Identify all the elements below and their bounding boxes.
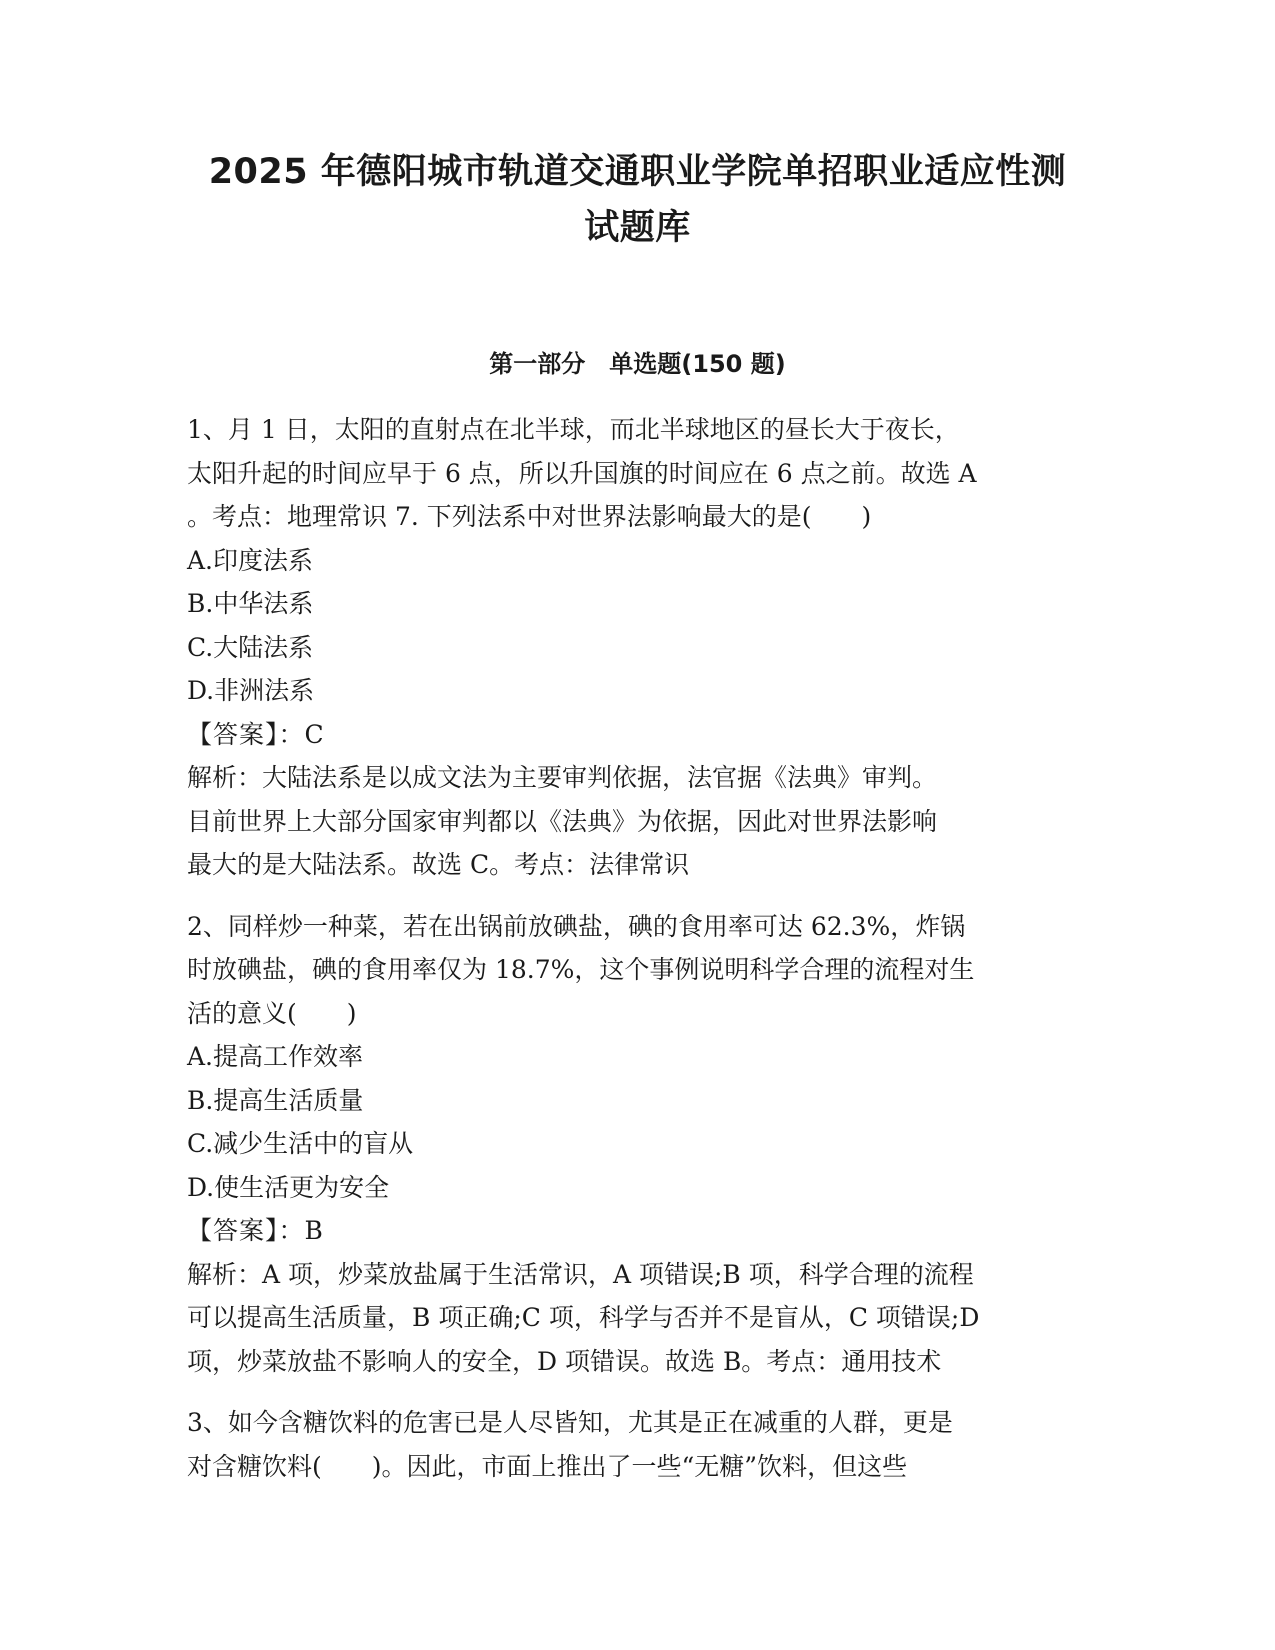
question-list <box>187 408 1087 1506</box>
option-c: C.减少生活中的盲从 <box>187 1129 414 1158</box>
analysis-line: 目前世界上大部分国家审判都以《法典》为依据，因此对世界法影响 <box>187 806 938 836</box>
analysis-line: 可以提高生活质量，B 项正确;C 项，科学与否并不是盲从，C 项错误;D <box>187 1303 980 1332</box>
option-list <box>187 539 1087 713</box>
option-d: D.非洲法系 <box>187 676 315 705</box>
stem-line: 活的意义( ) <box>187 998 357 1028</box>
stem-line: 时放碘盐，碘的食用率仅为 18.7%，这个事例说明科学合理的流程对生 <box>187 955 975 984</box>
option-d: D.使生活更为安全 <box>187 1172 390 1202</box>
analysis-text <box>187 1253 1087 1384</box>
title-line: 试题库 <box>584 208 691 248</box>
option-b: B.中华法系 <box>187 589 314 618</box>
option-a: A.印度法系 <box>187 545 314 575</box>
answer-label: 【答案】：C <box>187 719 325 749</box>
analysis-text <box>187 756 1087 887</box>
question-stem <box>187 1401 1087 1488</box>
question-item <box>187 408 1087 887</box>
analysis-line: 项，炒菜放盐不影响人的安全，D 项错误。故选 B。考点：通用技术 <box>187 1346 942 1376</box>
option-list <box>187 1035 1087 1209</box>
stem-line: 对含糖饮料( )。因此，市面上推出了一些“无糖”饮料，但这些 <box>187 1451 908 1481</box>
stem-line: 2、同样炒一种菜，若在出锅前放碘盐，碘的食用率可达 62.3%，炸锅 <box>187 911 966 941</box>
analysis-line: 解析：大陆法系是以成文法为主要审判依据，法官据《法典》审判。 <box>187 763 938 792</box>
question-stem <box>187 408 1087 539</box>
stem-line: 太阳升起的时间应早于 6 点，所以升国旗的时间应在 6 点之前。故选 A <box>187 458 977 488</box>
option-a: A.提高工作效率 <box>187 1042 364 1071</box>
stem-line: 。考点：地理常识 7. 下列法系中对世界法影响最大的是( ) <box>187 502 872 531</box>
question-item <box>187 905 1087 1384</box>
document-title <box>150 144 1125 256</box>
stem-line: 3、如今含糖饮料的危害已是人尽皆知，尤其是正在减重的人群，更是 <box>187 1408 953 1437</box>
stem-line: 1、月 1 日，太阳的直射点在北半球，而北半球地区的昼长大于夜长， <box>187 415 960 444</box>
analysis-line: 最大的是大陆法系。故选 C。考点：法律常识 <box>187 850 690 879</box>
title-line: 2025 年德阳城市轨道交通职业学院单招职业适应性测 <box>208 152 1067 192</box>
option-c: C.大陆法系 <box>187 632 314 662</box>
option-b: B.提高生活质量 <box>187 1085 364 1115</box>
question-stem <box>187 905 1087 1036</box>
analysis-line: 解析：A 项，炒菜放盐属于生活常识，A 项错误;B 项，科学合理的流程 <box>187 1259 974 1289</box>
answer-label: 【答案】：B <box>187 1216 324 1245</box>
section-title: 第一部分 单选题(150 题) <box>489 350 786 378</box>
question-item <box>187 1401 1087 1488</box>
